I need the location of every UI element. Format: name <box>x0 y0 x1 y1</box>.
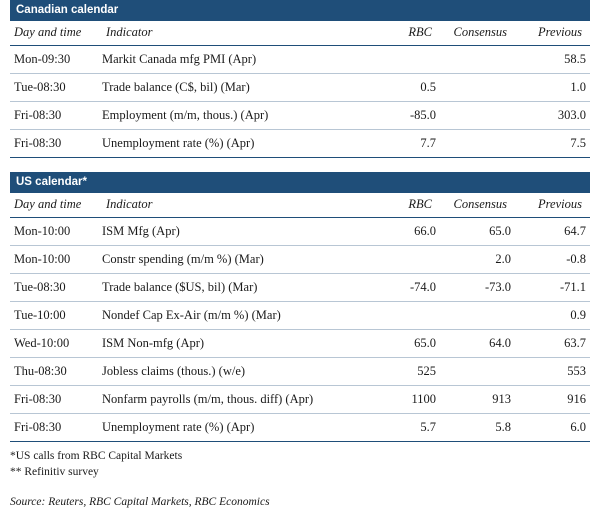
cell-rbc: 1100 <box>366 386 440 414</box>
cell-previous: 64.7 <box>515 218 590 246</box>
cell-consensus <box>440 74 515 102</box>
footnote-us-calls: *US calls from RBC Capital Markets <box>10 450 183 462</box>
cell-rbc: 525 <box>366 358 440 386</box>
cell-day-time: Mon-10:00 <box>10 246 98 274</box>
cell-day-time: Tue-10:00 <box>10 302 98 330</box>
cell-indicator: Markit Canada mfg PMI (Apr) <box>98 46 366 74</box>
cell-rbc: 65.0 <box>366 330 440 358</box>
cell-rbc: 0.5 <box>366 74 440 102</box>
column-header-rbc: RBC <box>366 21 440 46</box>
us-calendar-section <box>10 172 590 442</box>
cell-day-time: Fri-08:30 <box>10 130 98 158</box>
cell-previous: 6.0 <box>515 414 590 442</box>
cell-indicator: Jobless claims (thous.) (w/e) <box>98 358 366 386</box>
table-row <box>10 218 590 246</box>
canadian-table-header <box>10 21 590 46</box>
table-row <box>10 246 590 274</box>
cell-rbc <box>366 46 440 74</box>
cell-consensus: 2.0 <box>440 246 515 274</box>
cell-day-time: Fri-08:30 <box>10 414 98 442</box>
canadian-calendar-section <box>10 0 590 158</box>
cell-previous: 7.5 <box>515 130 590 158</box>
canadian-calendar-table <box>10 21 590 158</box>
cell-day-time: Tue-08:30 <box>10 74 98 102</box>
cell-consensus: 64.0 <box>440 330 515 358</box>
cell-day-time: Mon-09:30 <box>10 46 98 74</box>
cell-consensus <box>440 358 515 386</box>
cell-rbc: 66.0 <box>366 218 440 246</box>
cell-previous: 1.0 <box>515 74 590 102</box>
us-table-header <box>10 193 590 218</box>
cell-previous: 0.9 <box>515 302 590 330</box>
source-line: Source: Reuters, RBC Capital Markets, RBC Economics <box>10 496 270 508</box>
cell-rbc <box>366 246 440 274</box>
column-header-indicator: Indicator <box>98 21 366 46</box>
table-row <box>10 74 590 102</box>
canadian-table-body <box>10 46 590 158</box>
cell-day-time: Mon-10:00 <box>10 218 98 246</box>
cell-consensus <box>440 130 515 158</box>
cell-consensus: 5.8 <box>440 414 515 442</box>
table-row <box>10 130 590 158</box>
section-gap <box>0 158 600 172</box>
cell-indicator: Unemployment rate (%) (Apr) <box>98 130 366 158</box>
cell-previous: -71.1 <box>515 274 590 302</box>
column-header-previous: Previous <box>515 21 590 46</box>
column-header-previous: Previous <box>515 193 590 218</box>
cell-rbc: -74.0 <box>366 274 440 302</box>
table-row <box>10 358 590 386</box>
table-row <box>10 330 590 358</box>
cell-day-time: Tue-08:30 <box>10 274 98 302</box>
cell-rbc: 5.7 <box>366 414 440 442</box>
cell-previous: 916 <box>515 386 590 414</box>
cell-indicator: Nondef Cap Ex-Air (m/m %) (Mar) <box>98 302 366 330</box>
column-header-day-time: Day and time <box>10 21 98 46</box>
us-table-body <box>10 218 590 442</box>
cell-rbc <box>366 302 440 330</box>
column-header-consensus: Consensus <box>440 21 515 46</box>
cell-indicator: Nonfarm payrolls (m/m, thous. diff) (Apr) <box>98 386 366 414</box>
cell-indicator: Unemployment rate (%) (Apr) <box>98 414 366 442</box>
us-calendar-title: US calendar* <box>10 172 590 193</box>
cell-previous: 63.7 <box>515 330 590 358</box>
cell-previous: 553 <box>515 358 590 386</box>
cell-indicator: Employment (m/m, thous.) (Apr) <box>98 102 366 130</box>
column-header-consensus: Consensus <box>440 193 515 218</box>
column-header-indicator: Indicator <box>98 193 366 218</box>
table-row <box>10 302 590 330</box>
cell-day-time: Fri-08:30 <box>10 102 98 130</box>
cell-rbc: 7.7 <box>366 130 440 158</box>
footnote-survey: ** Refinitiv survey <box>10 466 99 478</box>
cell-indicator: ISM Mfg (Apr) <box>98 218 366 246</box>
cell-consensus <box>440 46 515 74</box>
cell-indicator: Trade balance ($US, bil) (Mar) <box>98 274 366 302</box>
column-header-rbc: RBC <box>366 193 440 218</box>
cell-indicator: Constr spending (m/m %) (Mar) <box>98 246 366 274</box>
cell-previous: 303.0 <box>515 102 590 130</box>
cell-consensus <box>440 302 515 330</box>
cell-previous: 58.5 <box>515 46 590 74</box>
cell-indicator: Trade balance (C$, bil) (Mar) <box>98 74 366 102</box>
canadian-calendar-title: Canadian calendar <box>10 0 590 21</box>
cell-consensus: -73.0 <box>440 274 515 302</box>
column-header-day-time: Day and time <box>10 193 98 218</box>
cell-consensus: 65.0 <box>440 218 515 246</box>
cell-consensus <box>440 102 515 130</box>
cell-day-time: Fri-08:30 <box>10 386 98 414</box>
table-row <box>10 414 590 442</box>
table-row <box>10 46 590 74</box>
us-calendar-table <box>10 193 590 442</box>
table-row <box>10 386 590 414</box>
footnotes <box>10 448 590 480</box>
cell-previous: -0.8 <box>515 246 590 274</box>
table-row <box>10 274 590 302</box>
cell-rbc: -85.0 <box>366 102 440 130</box>
cell-consensus: 913 <box>440 386 515 414</box>
cell-day-time: Wed-10:00 <box>10 330 98 358</box>
table-row <box>10 102 590 130</box>
cell-indicator: ISM Non-mfg (Apr) <box>98 330 366 358</box>
cell-day-time: Thu-08:30 <box>10 358 98 386</box>
